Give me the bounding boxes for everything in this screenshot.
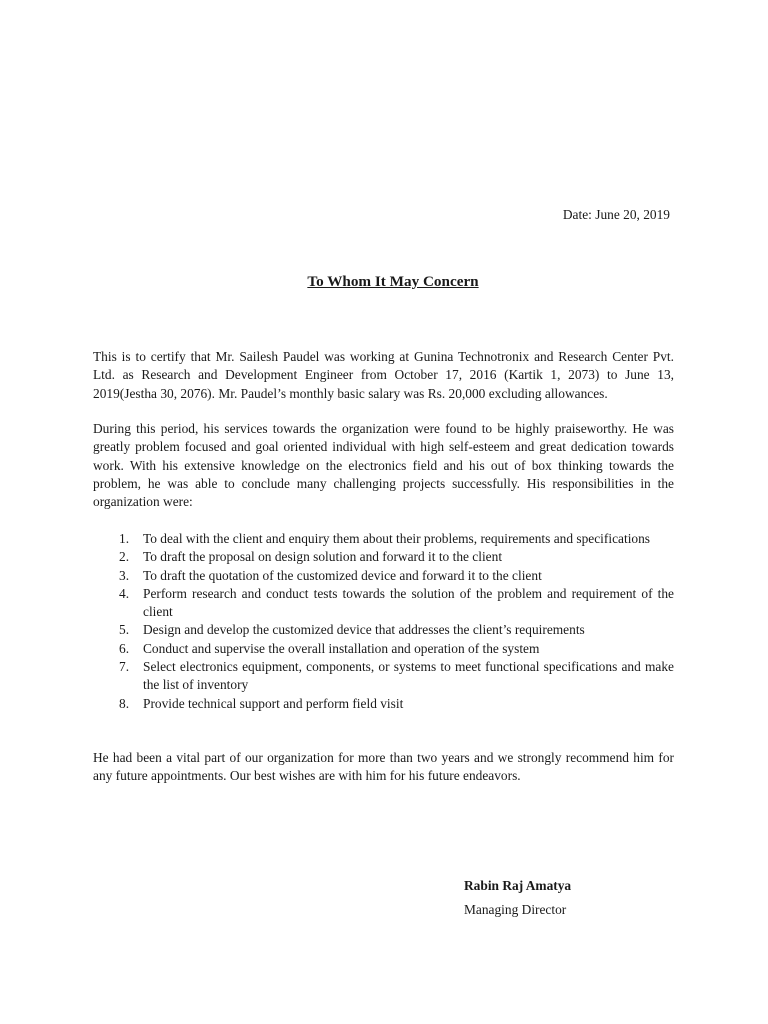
list-item-text: Provide technical support and perform field visit [143, 695, 404, 711]
responsibilities-list [93, 530, 674, 713]
list-item-text: To draft the proposal on design solution and forward it to the client [143, 549, 503, 565]
list-item [93, 530, 674, 548]
list-item-number: 5. [119, 622, 130, 638]
list-item-number: 2. [119, 549, 130, 565]
list-item-number: 1. [119, 531, 130, 546]
signatory-title: Managing Director [464, 902, 567, 917]
letter-date: Date: June 20, 2019 [562, 207, 670, 222]
list-item-text: Select electronics equipment, components, or systems to meet functional specifications and make the list of inventory [143, 659, 674, 693]
list-item-text: Design and develop the customized device that addresses the client’s requirements [143, 622, 585, 638]
signature-block [464, 874, 571, 922]
list-item [93, 695, 674, 713]
list-item-number: 3. [119, 567, 130, 583]
list-item-text: Perform research and conduct tests towards the solution of the problem and requirement of the client [143, 585, 674, 620]
list-item [93, 548, 674, 566]
list-item [93, 585, 674, 622]
list-item-number: 6. [119, 640, 130, 656]
paragraph-performance: During this period, his services towards the organization were found to be highly praiseworthy. He was greatly problem focused and goal oriented individual with high self-esteem and great dedication towards work. With his extensive knowledge on the electronics field and his out of box thinking towards the problem, he was able to conclude many challenging projects successfully. His responsibilities in the organization were: [93, 421, 674, 510]
list-item-number: 8. [119, 695, 130, 711]
list-item-number: 7. [119, 659, 130, 675]
list-item [93, 640, 674, 658]
list-item [93, 621, 674, 639]
list-item-text: Conduct and supervise the overall installation and operation of the system [143, 640, 540, 656]
letter-title: To Whom It May Concern [307, 273, 479, 290]
paragraph-certification: This is to certify that Mr. Sailesh Paudel was working at Gunina Technotronix and Research Center Pvt. Ltd. as Research and Development Engineer from October 17, 2016 (Kartik 1, 2073) to June 13, 2019(Jestha 30, 2076). Mr. Paudel’s monthly basic salary was Rs. 20,000 excluding allowances. [93, 349, 674, 401]
list-item [93, 567, 674, 585]
list-item-number: 4. [119, 585, 130, 601]
list-item-text: To draft the quotation of the customized device and forward it to the client [143, 567, 542, 583]
list-item-text: To deal with the client and enquiry them about their problems, requirements and specifications [143, 531, 651, 546]
signatory-name: Rabin Raj Amatya [464, 878, 572, 893]
list-item [93, 658, 674, 695]
paragraph-recommendation: He had been a vital part of our organization for more than two years and we strongly recommend him for any future appointments. Our best wishes are with him for his future endeavors. [93, 750, 674, 784]
